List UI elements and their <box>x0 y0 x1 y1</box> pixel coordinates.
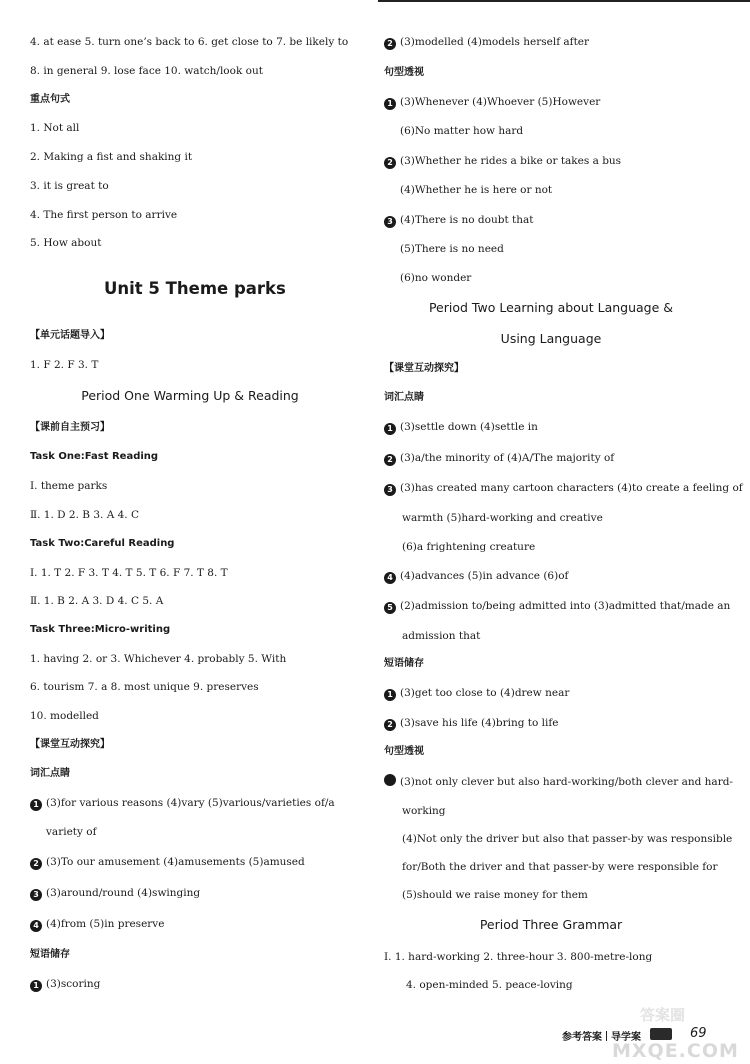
answer-text: (3)for various reasons (4)vary (5)various/varieties of/a <box>46 797 335 809</box>
answer-text: (4)advances (5)in advance (6)of <box>400 570 569 582</box>
number-marker: 2 <box>384 719 396 731</box>
footer-answer-label: 参考答案 <box>562 1032 602 1043</box>
answer-line <box>384 599 730 614</box>
page-number: 69 <box>690 1026 707 1041</box>
section-heading: 重点句式 <box>30 94 70 105</box>
section-heading: 词汇点睛 <box>384 392 424 403</box>
answer-line: (6)a frightening creature <box>402 541 536 553</box>
answer-line: 10. modelled <box>30 710 99 722</box>
answer-text: (4)There is no doubt that <box>400 214 534 226</box>
section-heading: 短语储存 <box>30 949 70 960</box>
answer-line <box>384 774 733 789</box>
answer-line <box>30 917 164 932</box>
top-rule <box>378 0 750 2</box>
answer-line: Ⅰ. 1. hard-working 2. three-hour 3. 800-metre-long <box>384 951 653 963</box>
answer-text: (3)a/the minority of (4)A/The majority of <box>400 452 615 464</box>
answer-line <box>384 95 600 110</box>
answer-text: (3)around/round (4)swinging <box>46 887 201 899</box>
answer-line: 8. in general 9. lose face 10. watch/look out <box>30 65 263 77</box>
number-marker: 1 <box>30 980 42 992</box>
answer-line <box>30 886 200 901</box>
answer-line <box>384 686 569 701</box>
answer-line <box>384 451 614 466</box>
number-marker: 2 <box>384 454 396 466</box>
answer-line <box>384 154 621 169</box>
bullet-marker <box>384 774 396 786</box>
answer-line <box>30 796 335 811</box>
answer-line <box>384 716 559 731</box>
number-marker: 4 <box>384 572 396 584</box>
answer-line: Ⅱ. 1. B 2. A 3. D 4. C 5. A <box>30 595 164 607</box>
answer-text: (3)has created many cartoon characters (4)to create a feeling of <box>400 482 743 494</box>
answer-line: (4)Whether he is here or not <box>400 184 553 196</box>
period-title: Period Three Grammar <box>479 917 623 932</box>
task-heading: Task Three:Micro-writing <box>30 624 171 635</box>
answer-text: (3)Whether he rides a bike or takes a bus <box>400 155 622 167</box>
answer-line: working <box>402 805 446 817</box>
answer-text: (3)get too close to (4)drew near <box>400 687 570 699</box>
number-marker: 5 <box>384 602 396 614</box>
answer-line: (5)There is no need <box>400 243 504 255</box>
answer-line: 1. Not all <box>30 122 80 134</box>
footer-brand: 导学案 <box>611 1032 641 1043</box>
divider <box>606 1031 607 1041</box>
section-heading: 短语储存 <box>384 658 424 669</box>
answer-line: Ⅱ. 1. D 2. B 3. A 4. C <box>30 509 139 521</box>
watermark-logo: 答案圈 <box>640 1006 686 1024</box>
brand-logo-icon <box>650 1028 672 1040</box>
number-marker: 2 <box>30 858 42 870</box>
answer-line <box>384 420 538 435</box>
answer-text: (3)To our amusement (4)amusements (5)amused <box>46 856 305 868</box>
answer-line: (5)should we raise money for them <box>402 889 588 901</box>
number-marker: 1 <box>384 423 396 435</box>
number-marker: 1 <box>384 689 396 701</box>
answer-line: Ⅰ. theme parks <box>30 480 108 492</box>
answer-text: (3)scoring <box>46 978 101 990</box>
answer-line: 5. How about <box>30 237 102 249</box>
task-heading: Task Two:Careful Reading <box>30 538 175 549</box>
answer-text: (3)save his life (4)bring to life <box>400 717 559 729</box>
section-heading: 【课堂互动探究】 <box>30 739 110 750</box>
number-marker: 3 <box>384 216 396 228</box>
answer-line: 6. tourism 7. a 8. most unique 9. preserves <box>30 681 259 693</box>
answer-line <box>384 481 743 496</box>
section-heading: 词汇点睛 <box>30 768 70 779</box>
answer-line: for/Both the driver and that passer-by were responsible for <box>402 861 718 873</box>
answer-text: (2)admission to/being admitted into (3)admitted that/made an <box>400 600 731 612</box>
answer-line: (6)no wonder <box>400 272 472 284</box>
answer-line: 4. The first person to arrive <box>30 209 178 221</box>
answer-text: (3)Whenever (4)Whoever (5)However <box>400 96 601 108</box>
section-heading: 【单元话题导入】 <box>30 330 110 341</box>
number-marker: 2 <box>384 38 396 50</box>
answer-line: (4)Not only the driver but also that passer-by was responsible <box>402 833 733 845</box>
answer-line: warmth (5)hard-working and creative <box>402 512 603 524</box>
section-heading: 【课堂互动探究】 <box>384 363 464 374</box>
answer-line: 1. having 2. or 3. Whichever 4. probably 5. With <box>30 653 287 665</box>
answer-line: 1. F 2. F 3. T <box>30 359 99 371</box>
answer-line: variety of <box>46 826 97 838</box>
answer-line <box>30 855 305 870</box>
answer-line: 2. Making a fist and shaking it <box>30 151 193 163</box>
number-marker: 3 <box>384 484 396 496</box>
answer-text: (3)not only clever but also hard-working/both clever and hard- <box>400 776 733 788</box>
number-marker: 4 <box>30 920 42 932</box>
section-heading: 句型透视 <box>384 746 424 757</box>
number-marker: 3 <box>30 889 42 901</box>
answer-text: (3)modelled (4)models herself after <box>400 36 590 48</box>
section-heading: 【课前自主预习】 <box>30 422 110 433</box>
answer-line <box>384 213 533 228</box>
answer-line: 4. at ease 5. turn one’s back to 6. get close to 7. be likely to <box>30 36 349 48</box>
answer-line: (6)No matter how hard <box>400 125 524 137</box>
period-title: Using Language <box>500 331 602 346</box>
section-heading: 句型透视 <box>384 67 424 78</box>
answer-line: 4. open-minded 5. peace-loving <box>406 979 573 991</box>
answer-text: (3)settle down (4)settle in <box>400 421 538 433</box>
answer-text: (4)from (5)in preserve <box>46 918 165 930</box>
number-marker: 1 <box>30 799 42 811</box>
answer-line: 3. it is great to <box>30 180 109 192</box>
number-marker: 1 <box>384 98 396 110</box>
period-title: Period Two Learning about Language & <box>428 300 674 315</box>
answer-line <box>30 977 100 992</box>
answer-line <box>384 35 589 50</box>
unit-title: Unit 5 Theme parks <box>104 279 286 298</box>
answer-line <box>384 569 568 584</box>
answer-line: admission that <box>402 630 481 642</box>
number-marker: 2 <box>384 157 396 169</box>
period-title: Period One Warming Up & Reading <box>81 388 299 403</box>
answer-line: Ⅰ. 1. T 2. F 3. T 4. T 5. T 6. F 7. T 8. T <box>30 567 228 579</box>
watermark-text: MXQE.COM <box>612 1040 739 1062</box>
task-heading: Task One:Fast Reading <box>30 451 159 462</box>
